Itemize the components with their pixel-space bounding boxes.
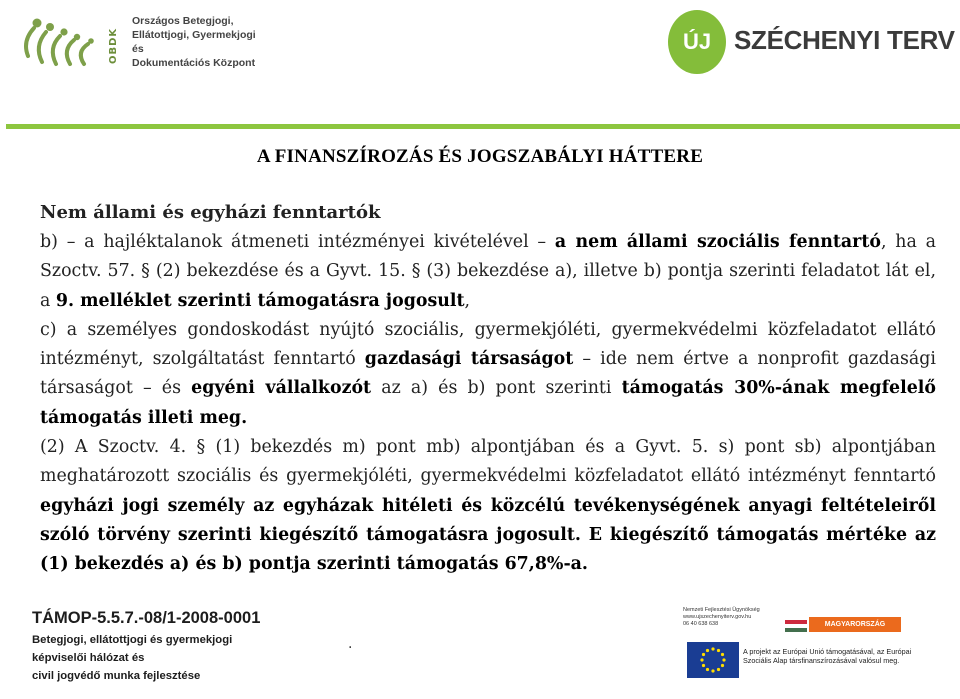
hungarian-flag-icon	[785, 620, 807, 632]
project-line: civil jogvédő munka fejlesztése	[32, 670, 201, 682]
emphasis: gazdasági társaságot	[364, 349, 574, 370]
emphasis: támogatás 30%-ának megfelelő támogatás illeti meg.	[40, 378, 936, 428]
header-divider	[6, 124, 960, 129]
uj-badge: ÚJ	[668, 10, 726, 74]
section-heading: Nem állami és egyházi fenntartók	[40, 202, 381, 223]
obdk-acronym: OBDK	[108, 27, 119, 64]
hungary-renews-banner: MAGYARORSZÁG MEGÚJUL	[809, 617, 901, 632]
project-info	[32, 607, 392, 685]
emphasis: egyházi jogi személy az egyházak hitéleti és közcélú tevékenységének anyagi feltételeiről szóló törvény szerinti kiegészítő támogatásra jogosult. E kiegészítő támogatás mértéke az (1) bekezdés a) és b) pontja szerinti támogatás 67,8%-a.	[40, 495, 936, 575]
nfu-line: www.ujszechenyiterv.gov.hu	[683, 614, 752, 620]
obdk-logo	[20, 14, 265, 74]
eu-flag-icon	[687, 642, 739, 678]
text-run: c) a személyes gondoskodást nyújtó szociális, gyermekjóléti, gyermekvédelmi közfeladatot ellátó intézményt, szolgáltatást fenntartó	[40, 319, 936, 370]
page-title: A FINANSZÍROZÁS ÉS JOGSZABÁLYI HÁTTERE	[256, 146, 704, 167]
emphasis: 9. melléklet szerinti támogatásra jogosult	[55, 290, 465, 311]
paragraph-c	[40, 316, 936, 433]
project-line: Betegjogi, ellátottjogi és gyermekjogi	[32, 634, 233, 646]
stray-dot: .	[348, 636, 353, 652]
paragraph-2	[40, 433, 936, 579]
project-description	[32, 631, 392, 685]
project-code: TÁMOP-5.5.7.-08/1-2008-0001	[32, 609, 261, 627]
page-header	[0, 0, 960, 125]
text-run: ,	[464, 290, 471, 311]
nfu-line: 06 40 638 638	[683, 621, 719, 627]
uj-szechenyi-terv-logo	[668, 10, 955, 82]
obdk-figures-icon	[20, 16, 115, 71]
emphasis: egyéni vállalkozót	[191, 378, 372, 399]
obdk-line: Ellátottjogi, Gyermekjogi és	[132, 29, 256, 55]
document-body	[40, 198, 936, 580]
eu-funding-text: A projekt az Európai Unió támogatásával, az Európai Szociális Alap társfinanszírozásával valósul meg.	[743, 647, 912, 665]
szechenyi-terv-name: SZÉCHENYI TERV	[734, 25, 955, 55]
text-run: az a) és b) pont szerinti	[371, 378, 622, 399]
emphasis: a nem állami szociális fenntartó	[554, 232, 881, 252]
obdk-name	[132, 14, 265, 70]
paragraph-b	[40, 228, 936, 316]
text-run: (2) A Szoctv. 4. § (1) bekezdés m) pont mb) alpontjában és a Gyvt. 5. s) pont sb) alpontjában meghatározott szociális és gyermekjóléti, gyermekvédelmi közfeladatot ellátó intézményt fenntartó	[40, 437, 936, 487]
text-run: – ide nem értve a nonprofit gazdasági társaságot – és	[40, 349, 936, 399]
obdk-line: Országos Betegjogi,	[132, 15, 234, 27]
nfu-line: Nemzeti Fejlesztési Ügynökség	[683, 607, 760, 613]
nfu-contact	[683, 607, 783, 628]
obdk-line: Dokumentációs Központ	[132, 57, 256, 69]
text-run: , ha a Szoctv. 57. § (2) bekezdése és a Gyvt. 15. § (3) bekezdése a), illetve b) pontja szerinti feladatot lát el, a	[40, 232, 937, 311]
eu-funding-block	[683, 604, 931, 696]
project-line: képviselői hálózat és	[32, 652, 145, 664]
text-run: b) – a hajléktalanok átmeneti intézményei kivételével –	[40, 232, 555, 252]
